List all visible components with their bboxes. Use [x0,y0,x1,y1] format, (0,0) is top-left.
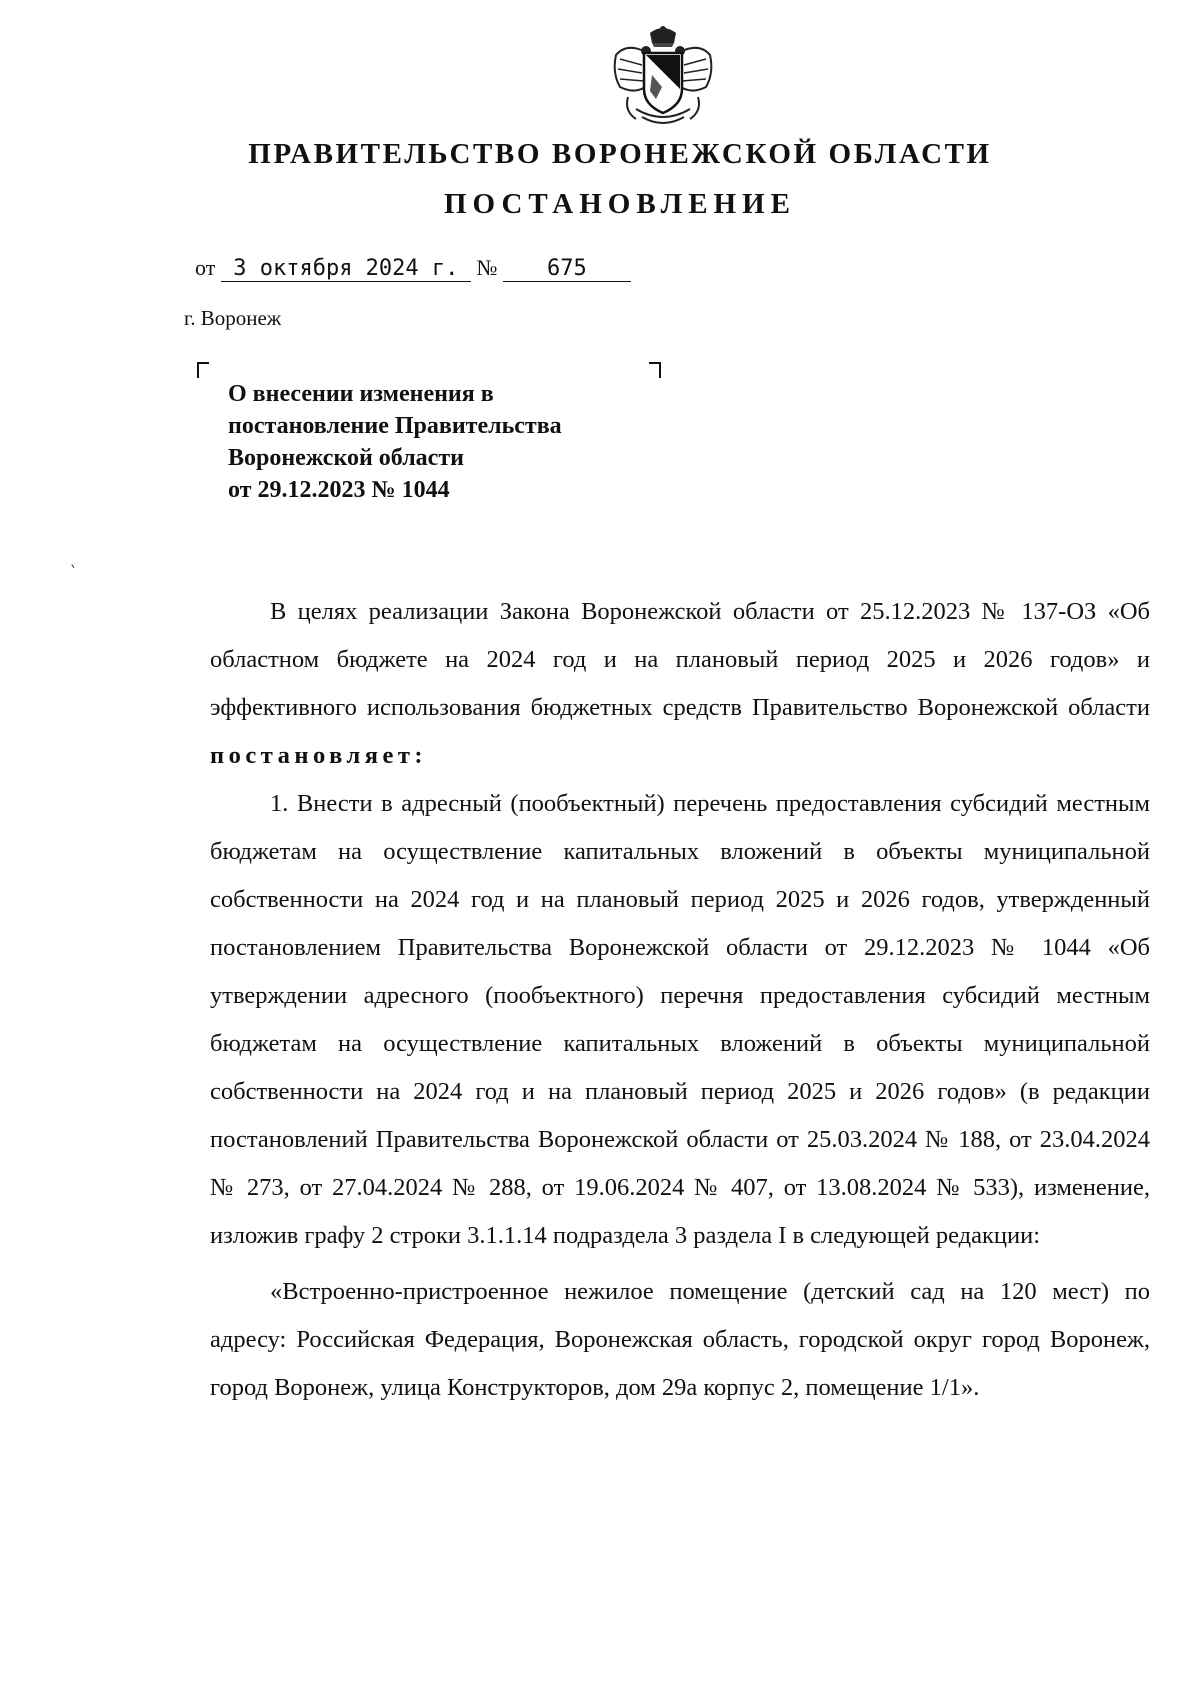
scan-artifact [71,562,77,568]
subject-line: О внесении изменения в [228,381,494,407]
subject-line: Воронежской области [228,445,464,471]
subject-line: от 29.12.2023 № 1044 [228,477,450,503]
quote-paragraph: «Встроенно-пристроенное нежилое помещение (детский сад на 120 мест) по адресу: Российская Федерация, Воронежская область, городской округ город Воронеж, город Воронеж, улица Конструкторов, дом 29а корпус 2, помещение 1/1». [210,1278,1150,1401]
intro-text: В целях реализации Закона Воронежской области от 25.12.2023 № 137-ОЗ «Об областном бюджете на 2024 год и на плановый период 2025 и 2026 годов» и эффективного использования бюджетных средств Правительство Воронежской области [210,598,1150,721]
item-1-paragraph: 1. Внести в адресный (пообъектный) перечень предоставления субсидий местным бюджетам на осуществление капитальных вложений в объекты муниципальной собственности на 2024 год и на плановый период 2025 и 2026 годов, утвержденный постановлением Правительства Воронежской области от 29.12.2023 № 1044 «Об утверждении адресного (пообъектного) перечня предоставления субсидий местным бюджетам на осуществление капитальных вложений в объекты муниципальной собственности на 2024 год и на плановый период 2025 и 2026 годов» (в редакции постановлений Правительства Воронежской области от 25.03.2024 № 188, от 23.04.2024 № 273, от 27.04.2024 № 288, от 19.06.2024 № 407, от 13.08.2024 № 533), изменение, изложив графу 2 строки 3.1.1.14 подраздела 3 раздела I в следующей редакции: [210,790,1150,1249]
date-prefix: от [195,255,216,280]
number-prefix: № [476,255,498,280]
date-number-line [195,255,631,282]
document-number: 675 [503,257,631,282]
organization-title: ПРАВИТЕЛЬСТВО ВОРОНЕЖСКОЙ ОБЛАСТИ [248,138,992,170]
corner-mark-right [649,362,661,378]
document-body [210,588,1150,1412]
document-type: ПОСТАНОВЛЕНИЕ [443,188,796,220]
corner-mark-left [197,362,209,378]
subject-line: постановление Правительства [228,413,562,439]
intro-paragraph [210,588,1150,780]
coat-of-arms-icon [606,25,720,129]
subject-heading [228,378,562,506]
city: г. Воронеж [184,306,282,330]
resolves-word: постановляет: [210,742,428,769]
document-date: 3 октября 2024 г. [221,257,471,282]
